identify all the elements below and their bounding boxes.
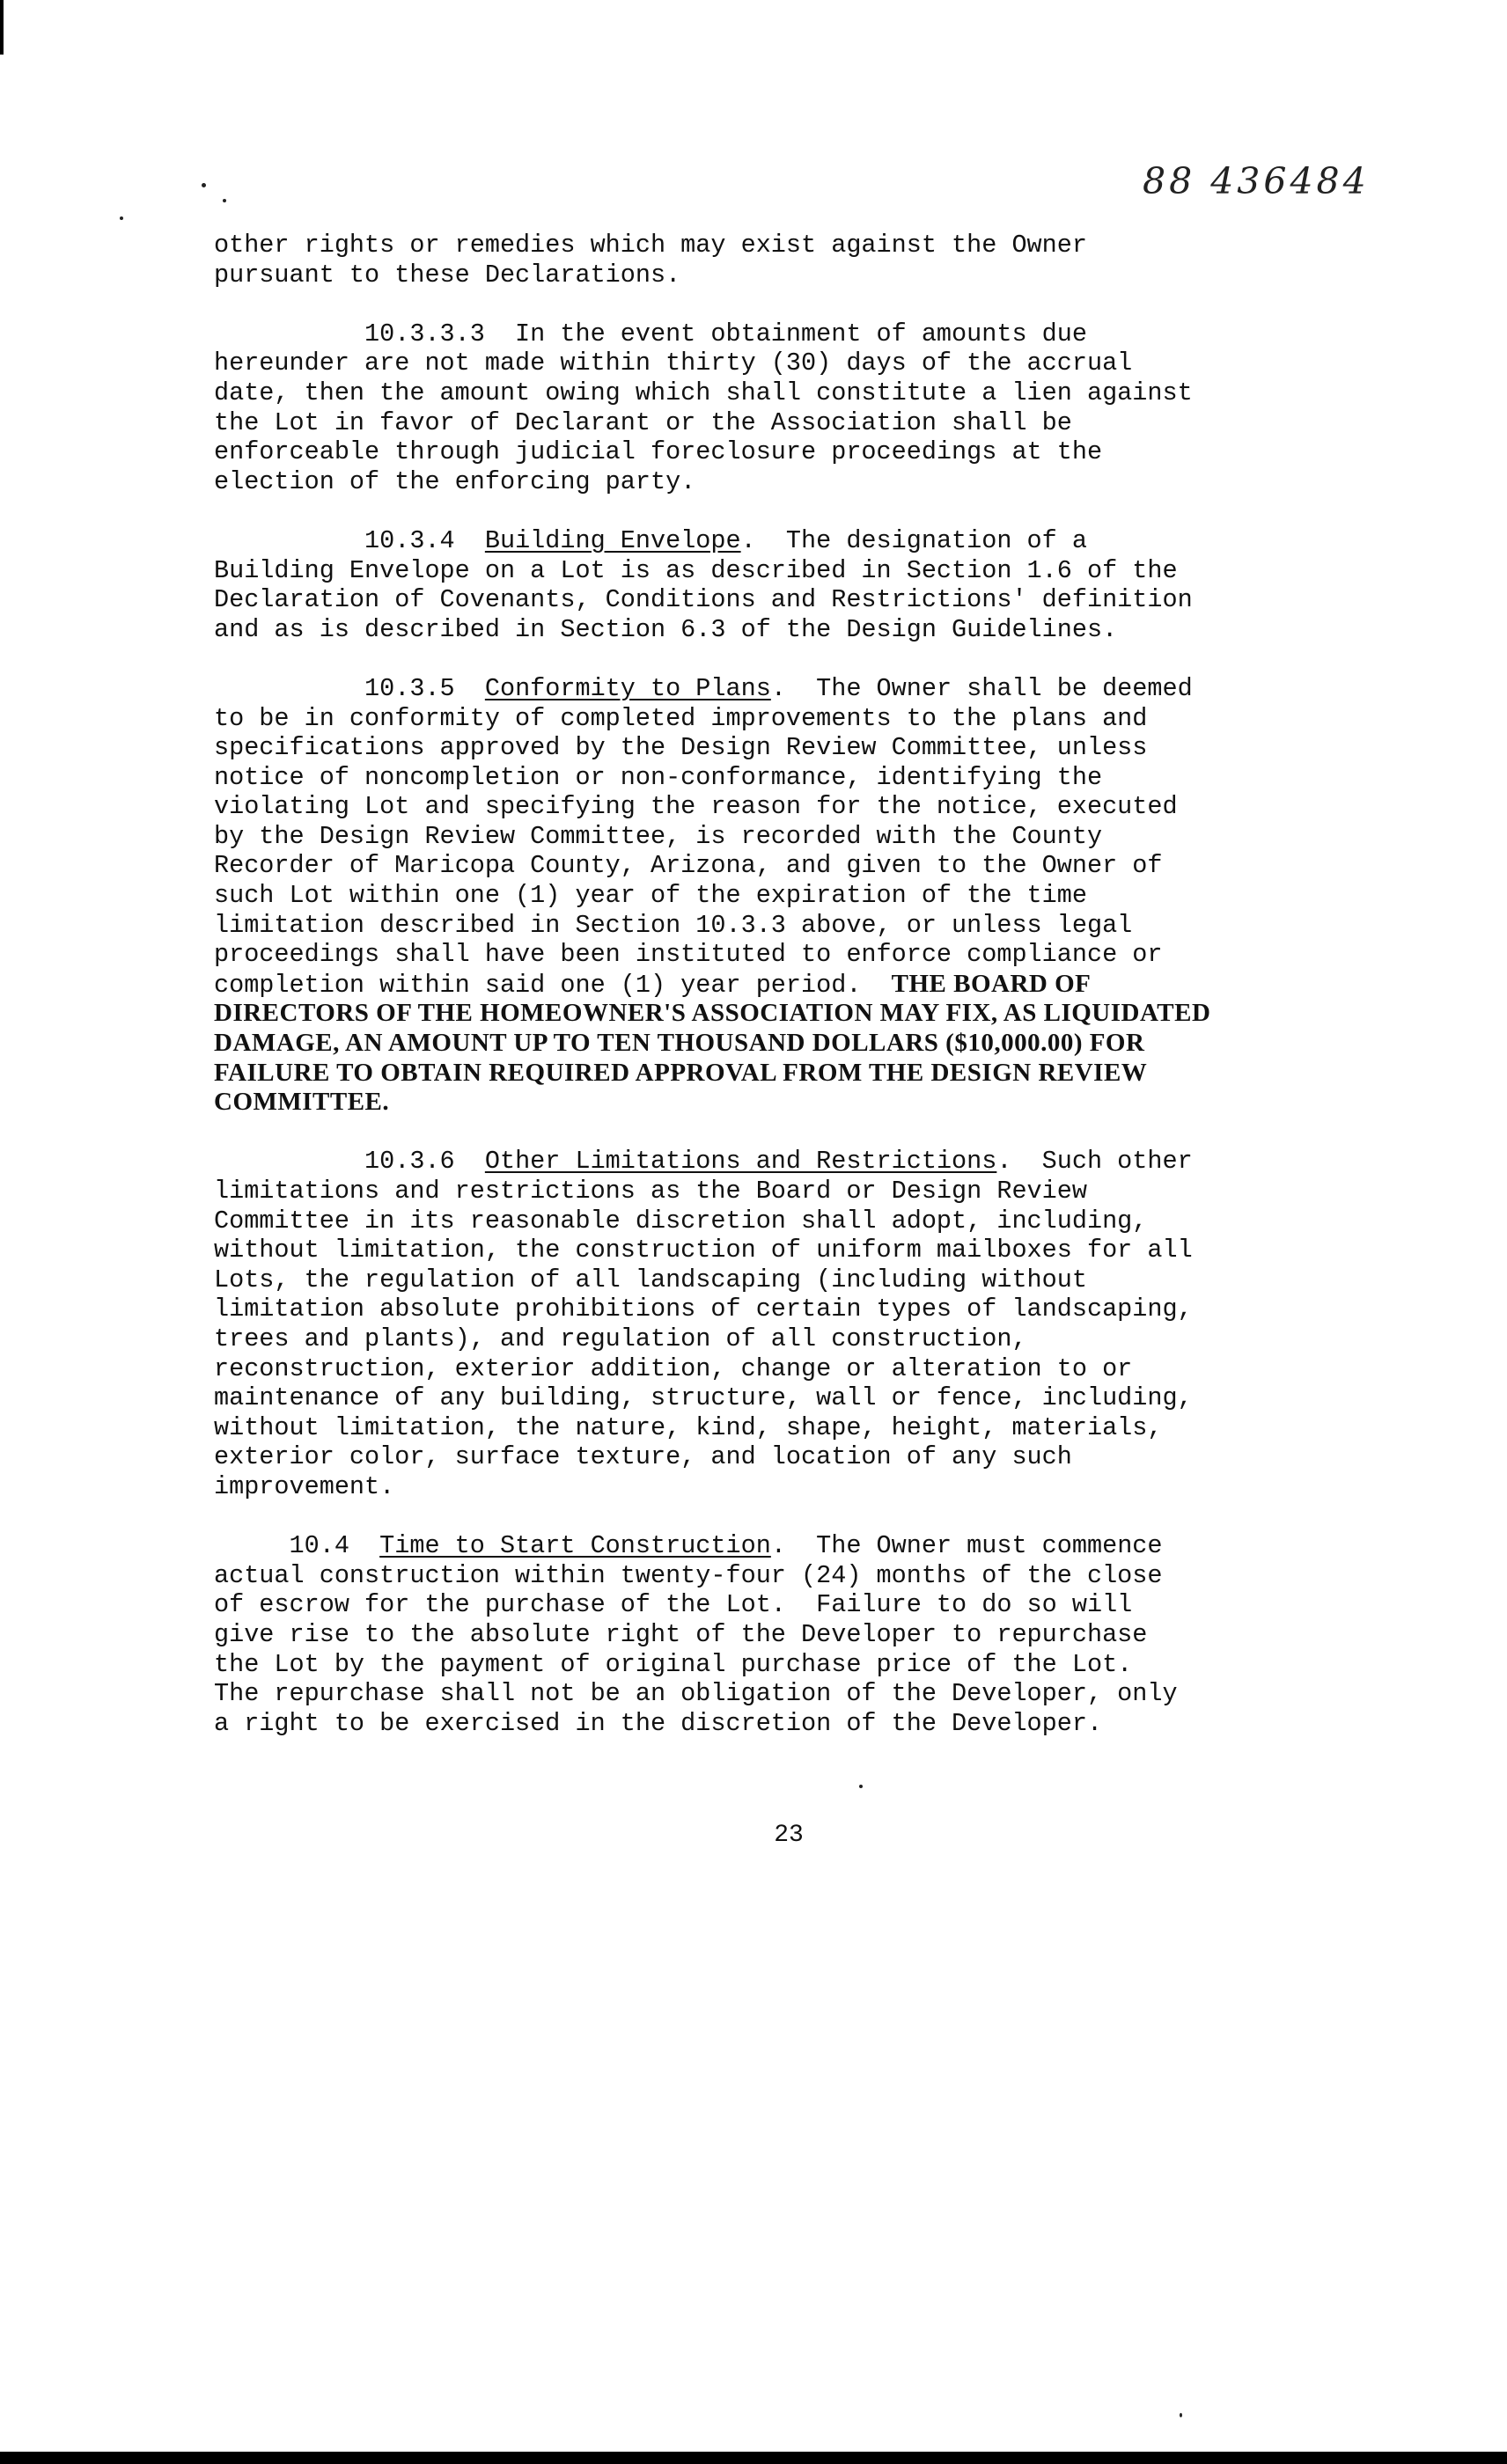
text-line: reconstruction, exterior addition, change or alteration to or — [214, 1353, 1133, 1383]
text-line: Lots, the regulation of all landscaping (including without — [214, 1265, 1087, 1294]
section-heading: Other Limitations and Restrictions — [484, 1147, 997, 1177]
section-first-line — [214, 674, 1358, 704]
scan-speck — [1180, 2413, 1182, 2417]
text-line: limitation absolute prohibitions of certain types of landscaping, — [214, 1294, 1193, 1324]
scan-speck — [120, 216, 123, 220]
scan-speck — [223, 199, 226, 202]
bold-text-line: DIRECTORS OF THE HOMEOWNER'S ASSOCIATION MAY FIX, AS LIQUIDATED — [214, 999, 1211, 1028]
scan-speck — [202, 183, 206, 187]
text-line: notice of noncompletion or non-conformance, identifying the — [214, 762, 1103, 792]
section-number: 10.4 — [214, 1531, 380, 1561]
bold-text-fragment: THE BOARD OF — [891, 969, 1092, 998]
section-heading: Building Envelope — [484, 525, 741, 555]
section-first-line — [214, 1531, 1358, 1561]
text-line: date, then the amount owing which shall constitute a lien against — [214, 378, 1193, 407]
text-line: Recorder of Maricopa County, Arizona, and given to the Owner of — [214, 851, 1163, 881]
text-line: of escrow for the purchase of the Lot. Failure to do so will — [214, 1590, 1133, 1620]
section-10-4 — [214, 1531, 1358, 1738]
section-heading: Conformity to Plans — [484, 673, 771, 703]
text-line: the Lot in favor of Declarant or the Association shall be — [214, 407, 1072, 437]
bold-text-line: COMMITTEE. — [214, 1088, 390, 1117]
text-line: trees and plants), and regulation of all construction, — [214, 1324, 1027, 1353]
document-body — [214, 231, 1358, 1738]
text-line: Building Envelope on a Lot is as described in Section 1.6 of the — [214, 555, 1178, 585]
text-line: Declaration of Covenants, Conditions and Restrictions' definition — [214, 585, 1193, 615]
text-line: without limitation, the construction of uniform mailboxes for all — [214, 1236, 1193, 1265]
text-fragment: . Such other — [996, 1147, 1193, 1177]
section-10-3-4 — [214, 526, 1358, 644]
scan-speck — [859, 1785, 863, 1788]
section-10-3-5 — [214, 674, 1358, 1118]
text-line: such Lot within one (1) year of the expiration of the time — [214, 881, 1087, 911]
section-number: 10.3.6 — [214, 1147, 485, 1177]
text-fragment: . The Owner shall be deemed — [770, 673, 1193, 703]
section-first-line — [214, 1147, 1358, 1177]
text-fragment: . The designation of a — [740, 525, 1087, 555]
text-line: pursuant to these Declarations. — [214, 260, 681, 290]
text-line: give rise to the absolute right of the Developer to repurchase — [214, 1619, 1148, 1649]
text-line: hereunder are not made within thirty (30) days of the accrual — [214, 348, 1133, 378]
text-line: and as is described in Section 6.3 of the Design Guidelines. — [214, 614, 1118, 644]
page-number: 23 — [774, 1822, 804, 1849]
continuation-paragraph — [214, 231, 1358, 290]
text-fragment: . The Owner must commence — [770, 1531, 1163, 1561]
text-line: maintenance of any building, structure, wall or fence, including, — [214, 1383, 1193, 1413]
text-line: other rights or remedies which may exist against the Owner — [214, 231, 1087, 260]
text-line: exterior color, surface texture, and location of any such — [214, 1442, 1072, 1472]
text-line: 10.3.3.3 In the event obtainment of amounts due — [214, 319, 1087, 348]
bold-text-line: DAMAGE, AN AMOUNT UP TO TEN THOUSAND DOLLARS ($10,000.00) FOR — [214, 1029, 1145, 1058]
text-line: limitation described in Section 10.3.3 above, or unless legal — [214, 910, 1133, 940]
text-line: election of the enforcing party. — [214, 466, 696, 496]
scan-bottom-border — [0, 2452, 1507, 2464]
text-line: the Lot by the payment of original purchase price of the Lot. — [214, 1649, 1133, 1679]
section-number: 10.3.5 — [214, 673, 485, 703]
bold-text-line: FAILURE TO OBTAIN REQUIRED APPROVAL FROM THE DESIGN REVIEW — [214, 1058, 1148, 1087]
section-10-3-3-3 — [214, 319, 1358, 497]
section-number: 10.3.4 — [214, 525, 485, 555]
text-line: proceedings shall have been instituted to enforce compliance or — [214, 940, 1163, 970]
text-line: specifications approved by the Design Review Committee, unless — [214, 733, 1148, 763]
text-line: improvement. — [214, 1471, 395, 1501]
text-fragment: completion within said one (1) year period. — [214, 970, 892, 1000]
text-line: violating Lot and specifying the reason for the notice, executed — [214, 792, 1178, 822]
section-first-line — [214, 526, 1358, 556]
scan-edge-mark — [0, 0, 4, 55]
text-line: by the Design Review Committee, is recorded with the County — [214, 821, 1103, 851]
text-line: limitations and restrictions as the Board or Design Review — [214, 1177, 1087, 1206]
section-heading: Time to Start Construction — [379, 1531, 771, 1561]
text-line — [214, 970, 1358, 1000]
text-line: without limitation, the nature, kind, shape, height, materials, — [214, 1412, 1163, 1442]
document-number: 88 436484 — [1143, 160, 1370, 202]
text-line: enforceable through judicial foreclosure proceedings at the — [214, 437, 1103, 467]
text-line: to be in conformity of completed improvements to the plans and — [214, 703, 1148, 733]
text-line: The repurchase shall not be an obligation of the Developer, only — [214, 1679, 1178, 1709]
section-10-3-6 — [214, 1147, 1358, 1501]
text-line: actual construction within twenty-four (24) months of the close — [214, 1560, 1163, 1590]
text-line: Committee in its reasonable discretion shall adopt, including, — [214, 1206, 1148, 1236]
text-line: a right to be exercised in the discretion of the Developer. — [214, 1708, 1103, 1738]
